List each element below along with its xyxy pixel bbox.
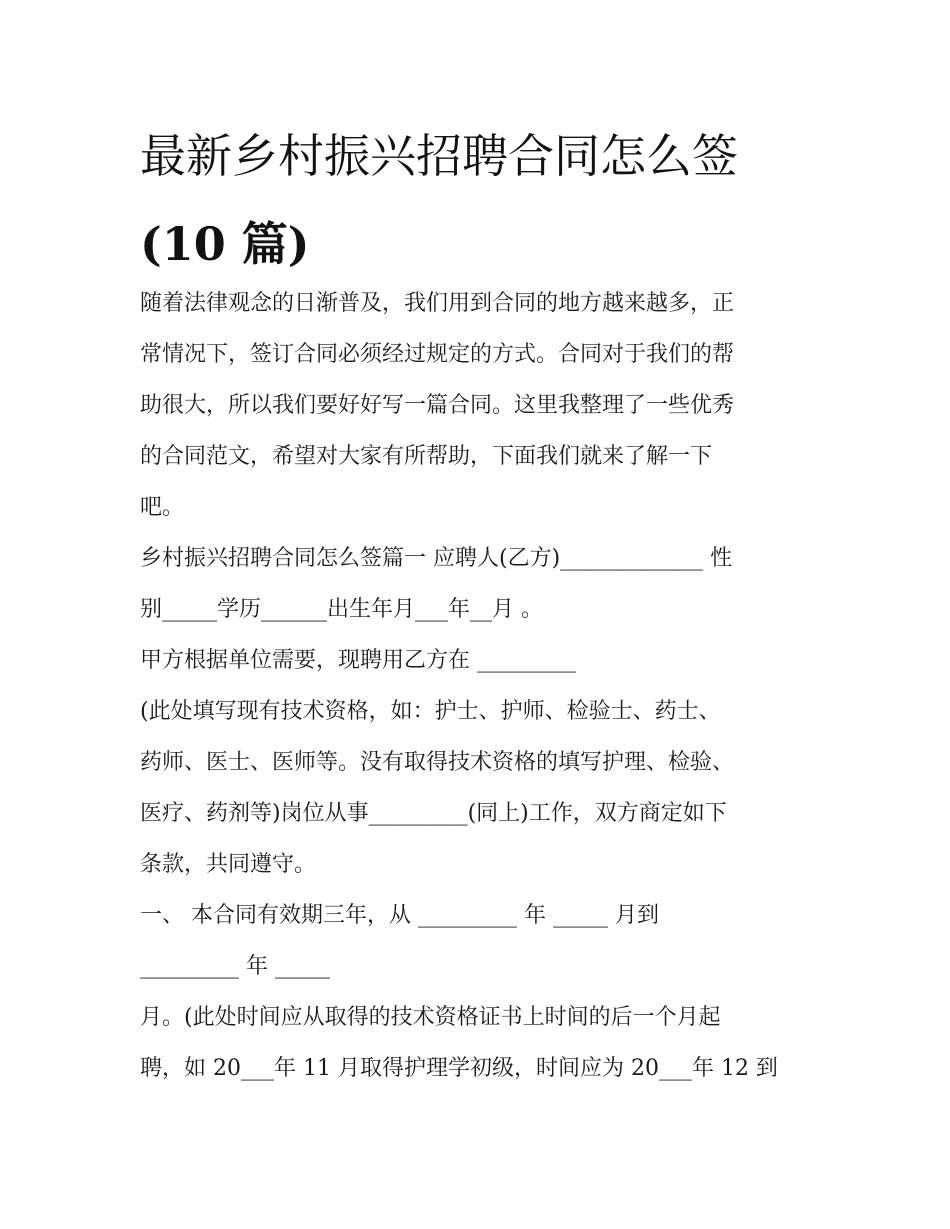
title-line-2: (10 篇) — [140, 217, 310, 271]
paragraph-line: 聘，如 20___年 11 月取得护理学初级，时间应为 20___年 12 到 — [140, 1056, 778, 1081]
paragraph-line: 药师、医士、医师等。没有取得技术资格的填写护理、检验、 — [140, 750, 735, 775]
document-body — [140, 278, 820, 1094]
paragraph-line: 乡村振兴招聘合同怎么签篇一 应聘人(乙方)_____________ 性 — [140, 546, 733, 571]
paragraph-line: 一、 本合同有效期三年，从 _________ 年 _____ 月到 — [140, 903, 659, 928]
paragraph-line: (此处填写现有技术资格，如：护士、护师、检验士、药士、 — [140, 699, 721, 724]
paragraph-line: 随着法律观念的日渐普及，我们用到合同的地方越来越多，正 — [140, 291, 735, 316]
paragraph-line: 吧。 — [140, 495, 185, 520]
document-title — [140, 112, 820, 288]
paragraph-line: 条款，共同遵守。 — [140, 852, 317, 877]
paragraph-line: 甲方根据单位需要，现聘用乙方在 _________ — [140, 648, 576, 673]
paragraph-line: 别_____学历______出生年月___年__月 。 — [140, 597, 543, 622]
paragraph-line: 常情况下，签订合同必须经过规定的方式。合同对于我们的帮 — [140, 342, 735, 367]
paragraph-line: 的合同范文，希望对大家有所帮助，下面我们就来了解一下 — [140, 444, 713, 469]
paragraph-line: _________ 年 _____ — [140, 954, 330, 979]
paragraph-line: 月。(此处时间应从取得的技术资格证书上时间的后一个月起 — [140, 1005, 721, 1030]
paragraph-line: 助很大，所以我们要好好写一篇合同。这里我整理了一些优秀 — [140, 393, 735, 418]
title-line-1: 最新乡村振兴招聘合同怎么签 — [140, 129, 738, 183]
paragraph-line: 医疗、药剂等)岗位从事_________(同上)工作，双方商定如下 — [140, 801, 727, 826]
